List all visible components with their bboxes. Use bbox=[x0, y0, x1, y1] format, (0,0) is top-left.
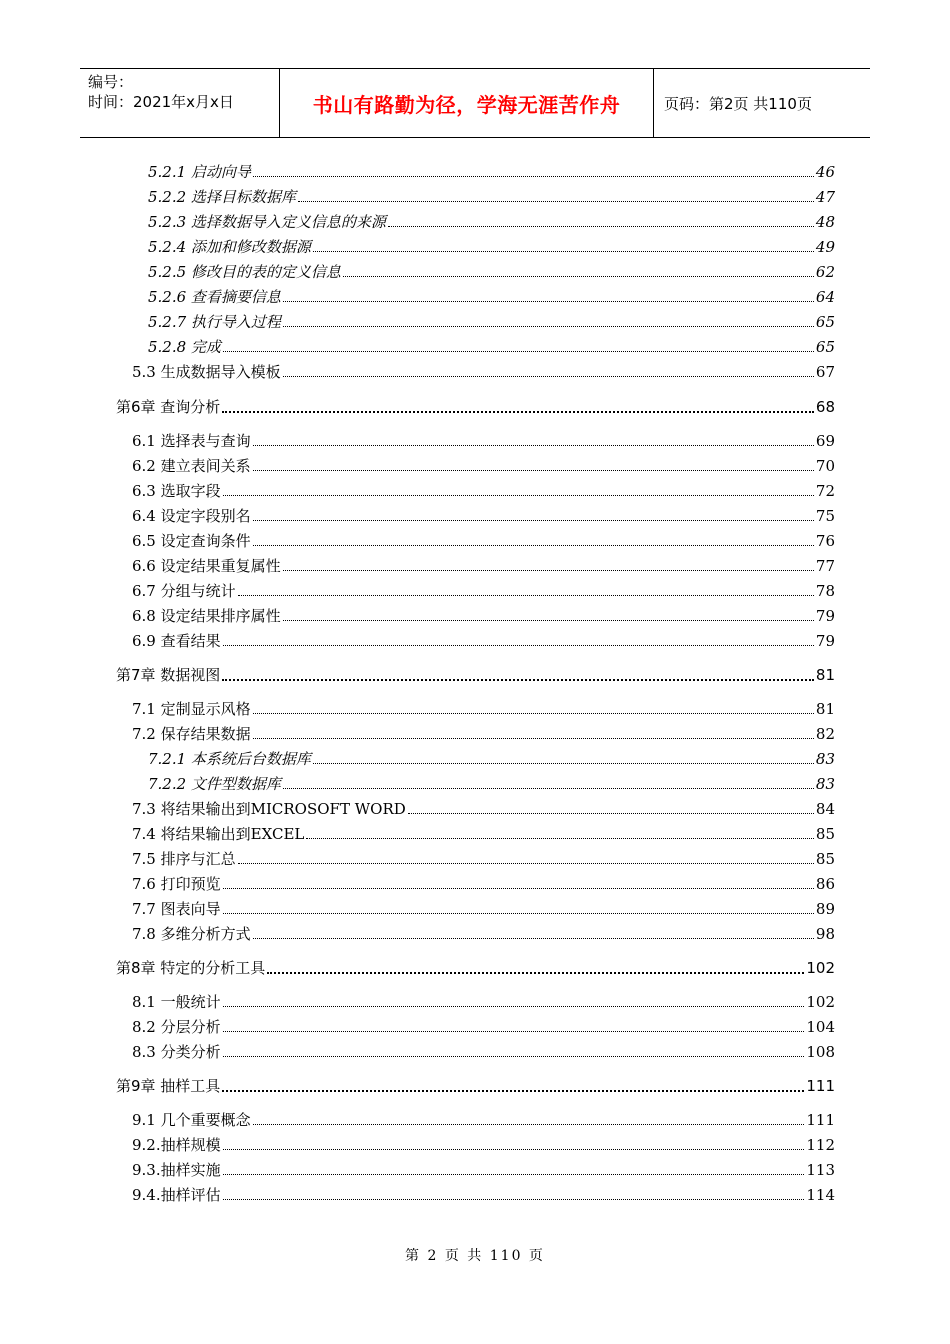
toc-entry-page: 82 bbox=[815, 725, 835, 743]
toc-entry-label: 7.2 保存结果数据 bbox=[132, 725, 251, 743]
leader-dots bbox=[222, 1089, 804, 1092]
leader-dots bbox=[253, 444, 814, 446]
toc-entry[interactable] bbox=[132, 554, 835, 576]
toc-entry-page: 65 bbox=[815, 313, 835, 331]
toc-entry[interactable] bbox=[148, 235, 835, 257]
leader-dots bbox=[223, 350, 814, 352]
toc-entry-label: 7.2.2 文件型数据库 bbox=[148, 775, 281, 793]
toc-entry[interactable] bbox=[148, 747, 835, 769]
toc-chapter-entry[interactable] bbox=[116, 395, 835, 417]
leader-dots bbox=[283, 325, 814, 327]
toc-entry[interactable] bbox=[132, 872, 835, 894]
toc-entry-label: 7.4 将结果输出到EXCEL bbox=[132, 825, 305, 843]
toc-entry[interactable] bbox=[132, 922, 835, 944]
leader-dots bbox=[253, 1123, 805, 1125]
toc-entry[interactable] bbox=[148, 210, 835, 232]
leader-dots bbox=[253, 937, 814, 939]
toc-entry-label: 5.2.8 完成 bbox=[148, 338, 221, 356]
toc-entry-page: 79 bbox=[815, 607, 835, 625]
toc-entry-page: 111 bbox=[806, 1077, 835, 1095]
toc-entry-page: 49 bbox=[815, 238, 835, 256]
toc-entry-page: 114 bbox=[806, 1186, 835, 1204]
leader-dots bbox=[223, 912, 814, 914]
toc-entry-label: 8.2 分层分析 bbox=[132, 1018, 221, 1036]
toc-chapter-entry[interactable] bbox=[116, 1074, 835, 1096]
toc-entry-label: 第7章 数据视图 bbox=[116, 666, 221, 684]
toc-chapter-entry[interactable] bbox=[116, 663, 835, 685]
toc-entry[interactable] bbox=[132, 797, 835, 819]
toc-entry-label: 5.2.7 执行导入过程 bbox=[148, 313, 281, 331]
toc-entry-page: 72 bbox=[815, 482, 835, 500]
leader-dots bbox=[253, 519, 814, 521]
toc-entry-label: 8.1 一般统计 bbox=[132, 993, 221, 1011]
toc-entry-page: 104 bbox=[806, 1018, 835, 1036]
toc-entry-page: 68 bbox=[815, 398, 835, 416]
toc-entry-label: 第9章 抽样工具 bbox=[116, 1077, 221, 1095]
leader-dots bbox=[223, 1148, 805, 1150]
leader-dots bbox=[223, 887, 814, 889]
leader-dots bbox=[408, 812, 814, 814]
toc-entry[interactable] bbox=[132, 504, 835, 526]
toc-entry[interactable] bbox=[132, 629, 835, 651]
toc-entry-page: 111 bbox=[806, 1111, 835, 1129]
toc-entry-label: 6.7 分组与统计 bbox=[132, 582, 236, 600]
leader-dots bbox=[283, 569, 814, 571]
toc-entry-label: 6.2 建立表间关系 bbox=[132, 457, 251, 475]
toc-entry-page: 77 bbox=[815, 557, 835, 575]
toc-entry[interactable] bbox=[132, 429, 835, 451]
toc-entry[interactable] bbox=[132, 529, 835, 551]
toc-entry-label: 第6章 查询分析 bbox=[116, 398, 221, 416]
page-header bbox=[80, 68, 870, 138]
leader-dots bbox=[222, 410, 814, 413]
toc-entry[interactable] bbox=[132, 822, 835, 844]
toc-entry-page: 48 bbox=[815, 213, 835, 231]
leader-dots bbox=[222, 678, 814, 681]
toc-entry[interactable] bbox=[132, 722, 835, 744]
toc-entry-label: 5.2.1 启动向导 bbox=[148, 163, 251, 181]
leader-dots bbox=[223, 1055, 805, 1057]
toc-entry-page: 102 bbox=[806, 959, 835, 977]
toc-entry-label: 6.3 选取字段 bbox=[132, 482, 221, 500]
toc-entry[interactable] bbox=[148, 260, 835, 282]
toc-entry-page: 85 bbox=[815, 850, 835, 868]
toc-entry-page: 85 bbox=[815, 825, 835, 843]
leader-dots bbox=[298, 200, 814, 202]
toc-entry-page: 81 bbox=[815, 666, 835, 684]
leader-dots bbox=[283, 619, 814, 621]
toc-entry-page: 89 bbox=[815, 900, 835, 918]
leader-dots bbox=[223, 1030, 805, 1032]
leader-dots bbox=[306, 837, 814, 839]
toc-entry-page: 65 bbox=[815, 338, 835, 356]
toc-entry[interactable] bbox=[148, 772, 835, 794]
toc-entry-page: 76 bbox=[815, 532, 835, 550]
toc-entry[interactable] bbox=[148, 285, 835, 307]
toc-entry-page: 83 bbox=[815, 775, 835, 793]
leader-dots bbox=[223, 1198, 805, 1200]
toc-entry-label: 6.9 查看结果 bbox=[132, 632, 221, 650]
toc-entry-label: 5.2.4 添加和修改数据源 bbox=[148, 238, 311, 256]
leader-dots bbox=[313, 250, 814, 252]
toc-entry-page: 98 bbox=[815, 925, 835, 943]
leader-dots bbox=[223, 1005, 805, 1007]
toc-entry-page: 64 bbox=[815, 288, 835, 306]
toc-entry-label: 7.7 图表向导 bbox=[132, 900, 221, 918]
toc-entry-label: 9.1 几个重要概念 bbox=[132, 1111, 251, 1129]
toc-entry[interactable] bbox=[132, 454, 835, 476]
toc-entry-label: 5.2.2 选择目标数据库 bbox=[148, 188, 296, 206]
leader-dots bbox=[313, 762, 814, 764]
toc-entry[interactable] bbox=[132, 579, 835, 601]
leader-dots bbox=[267, 971, 804, 974]
toc-entry-label: 9.3.抽样实施 bbox=[132, 1161, 221, 1179]
toc-entry-label: 6.6 设定结果重复属性 bbox=[132, 557, 281, 575]
toc-entry-label: 5.3 生成数据导入模板 bbox=[132, 363, 281, 381]
toc-entry[interactable] bbox=[132, 1158, 835, 1180]
toc-entry[interactable] bbox=[132, 1108, 835, 1130]
leader-dots bbox=[343, 275, 814, 277]
toc-entry-label: 第8章 特定的分析工具 bbox=[116, 959, 266, 977]
toc-entry[interactable] bbox=[148, 185, 835, 207]
leader-dots bbox=[253, 175, 814, 177]
toc-entry-label: 6.1 选择表与查询 bbox=[132, 432, 251, 450]
toc-entry-page: 108 bbox=[806, 1043, 835, 1061]
leader-dots bbox=[388, 225, 814, 227]
toc-entry-page: 78 bbox=[815, 582, 835, 600]
toc-entry-page: 62 bbox=[815, 263, 835, 281]
toc-chapter-entry[interactable] bbox=[116, 956, 835, 978]
toc-entry[interactable] bbox=[132, 1133, 835, 1155]
toc-entry-page: 70 bbox=[815, 457, 835, 475]
toc-entry-label: 6.4 设定字段别名 bbox=[132, 507, 251, 525]
toc-entry-page: 102 bbox=[806, 993, 835, 1011]
leader-dots bbox=[283, 375, 814, 377]
header-meta-cell bbox=[80, 69, 280, 137]
toc-entry-label: 6.8 设定结果排序属性 bbox=[132, 607, 281, 625]
leader-dots bbox=[223, 644, 814, 646]
toc-entry[interactable] bbox=[132, 697, 835, 719]
toc-entry-page: 113 bbox=[806, 1161, 835, 1179]
toc-entry-page: 86 bbox=[815, 875, 835, 893]
toc-entry[interactable] bbox=[132, 479, 835, 501]
toc-entry-label: 9.2.抽样规模 bbox=[132, 1136, 221, 1154]
header-page-info: 页码：第2页 共110页 bbox=[664, 94, 812, 113]
toc-entry-page: 83 bbox=[815, 750, 835, 768]
toc-entry[interactable] bbox=[132, 1015, 835, 1037]
toc-entry-label: 9.4.抽样评估 bbox=[132, 1186, 221, 1204]
toc-entry[interactable] bbox=[148, 310, 835, 332]
toc-entry-page: 84 bbox=[815, 800, 835, 818]
toc-entry-page: 69 bbox=[815, 432, 835, 450]
toc-entry[interactable] bbox=[132, 847, 835, 869]
toc-entry-page: 112 bbox=[806, 1136, 835, 1154]
code-label: 编号： bbox=[88, 73, 134, 91]
leader-dots bbox=[253, 712, 814, 714]
toc-entry-page: 46 bbox=[815, 163, 835, 181]
leader-dots bbox=[253, 737, 814, 739]
toc-entry-label: 5.2.5 修改目的表的定义信息 bbox=[148, 263, 341, 281]
toc-entry-label: 7.6 打印预览 bbox=[132, 875, 221, 893]
toc-entry[interactable] bbox=[132, 1183, 835, 1205]
leader-dots bbox=[223, 1173, 805, 1175]
toc-entry-label: 5.2.6 查看摘要信息 bbox=[148, 288, 281, 306]
leader-dots bbox=[283, 787, 814, 789]
toc-entry-page: 79 bbox=[815, 632, 835, 650]
time-label: 时间：2021年x月x日 bbox=[88, 93, 234, 111]
toc-entry-label: 7.5 排序与汇总 bbox=[132, 850, 236, 868]
toc-entry-page: 75 bbox=[815, 507, 835, 525]
toc-entry[interactable] bbox=[148, 160, 835, 182]
toc-entry[interactable] bbox=[132, 360, 835, 382]
page-footer: 第 2 页 共 110 页 bbox=[405, 1248, 545, 1264]
toc-entry-label: 7.8 多维分析方式 bbox=[132, 925, 251, 943]
header-motto: 书山有路勤为径，学海无涯苦作舟 bbox=[280, 69, 654, 137]
toc-entry-page: 67 bbox=[815, 363, 835, 381]
toc-entry-label: 7.2.1 本系统后台数据库 bbox=[148, 750, 311, 768]
leader-dots bbox=[253, 469, 814, 471]
toc-entry[interactable] bbox=[132, 990, 835, 1012]
toc-entry-label: 7.3 将结果输出到MICROSOFT WORD bbox=[132, 800, 406, 818]
leader-dots bbox=[283, 300, 814, 302]
leader-dots bbox=[238, 594, 814, 596]
toc-entry-page: 47 bbox=[815, 188, 835, 206]
leader-dots bbox=[223, 494, 814, 496]
leader-dots bbox=[253, 544, 814, 546]
toc-entry[interactable] bbox=[132, 1040, 835, 1062]
toc-entry[interactable] bbox=[148, 335, 835, 357]
toc-entry-label: 5.2.3 选择数据导入定义信息的来源 bbox=[148, 213, 386, 231]
toc-entry-label: 6.5 设定查询条件 bbox=[132, 532, 251, 550]
toc-entry-page: 81 bbox=[815, 700, 835, 718]
toc-entry-label: 7.1 定制显示风格 bbox=[132, 700, 251, 718]
toc-entry-label: 8.3 分类分析 bbox=[132, 1043, 221, 1061]
leader-dots bbox=[238, 862, 814, 864]
toc-entry[interactable] bbox=[132, 604, 835, 626]
toc-entry[interactable] bbox=[132, 897, 835, 919]
